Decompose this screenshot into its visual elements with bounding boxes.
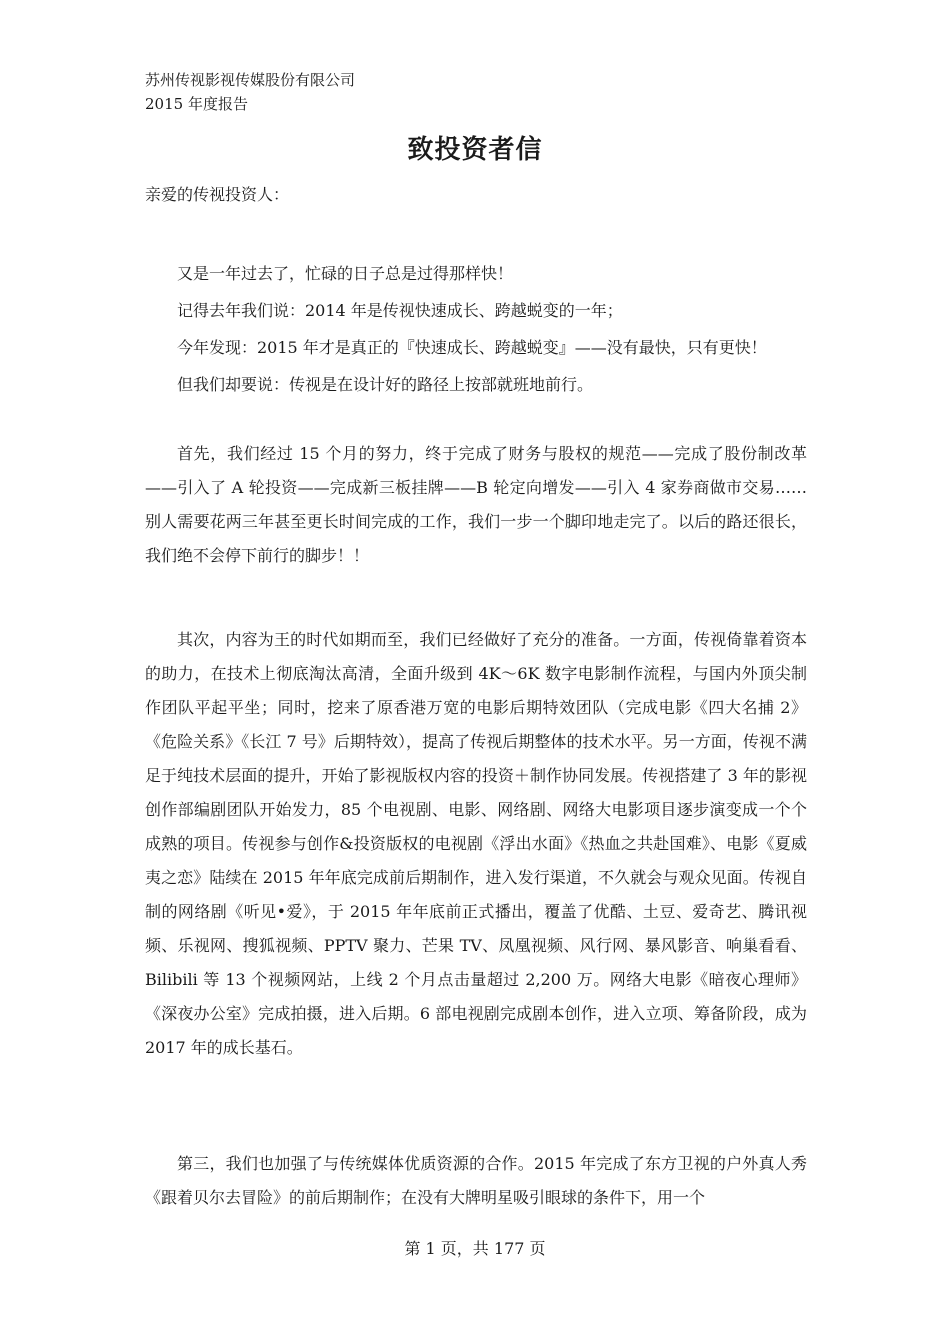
intro-line: 今年发现：2015 年才是真正的『快速成长、跨越蜕变』——没有最快，只有更快！ xyxy=(177,338,767,357)
report-header xyxy=(145,68,355,116)
company-name: 苏州传视影视传媒股份有限公司 xyxy=(145,71,356,89)
intro-line: 又是一年过去了，忙碌的日子总是过得那样快！ xyxy=(177,264,514,283)
letter-title: 致投资者信 xyxy=(407,135,543,165)
intro-line: 但我们却要说：传视是在设计好的路径上按部就班地前行。 xyxy=(177,375,594,394)
page-footer: 第 1 页，共 177 页 xyxy=(404,1239,546,1258)
intro-line: 记得去年我们说：2014 年是传视快速成长、跨越蜕变的一年； xyxy=(177,301,623,320)
paragraph-first: 首先，我们经过 15 个月的努力，终于完成了财务与股权的规范——完成了股份制改革——引入了 A 轮投资——完成新三板挂牌——B 轮定向增发——引入 4 家券商做市交易……别人需要花两三年甚至更长时间完成的工作，我们一步一个脚印地走完了。以后的路还很长，我们绝不会停下前行的脚步！！ xyxy=(145,444,807,565)
paragraph-third: 第三，我们也加强了与传统媒体优质资源的合作。2015 年完成了东方卫视的户外真人秀《跟着贝尔去冒险》的前后期制作；在没有大牌明星吸引眼球的条件下，用一个 xyxy=(145,1154,807,1207)
salutation: 亲爱的传视投资人： xyxy=(145,185,290,204)
intro-block xyxy=(145,255,807,403)
paragraph-second: 其次，内容为王的时代如期而至，我们已经做好了充分的准备。一方面，传视倚靠着资本的助力，在技术上彻底淘汰高清，全面升级到 4K～6K 数字电影制作流程，与国内外顶尖制作团队平起平坐；同时，挖来了原香港万宽的电影后期特效团队（完成电影《四大名捕 2》《危险关系》《长江 7 号》后期特效），提高了传视后期整体的技术水平。另一方面，传视不满足于纯技术层面的提升，开始了影视版权内容的投资＋制作协同发展。传视搭建了 3 年的影视创作部编剧团队开始发力，85 个电视剧、电影、网络剧、网络大电影项目逐步演变成一个个成熟的项目。传视参与创作&投资版权的电视剧《浮出水面》《热血之共赴国难》、电影《夏威夷之恋》陆续在 2015 年年底完成前后期制作，进入发行渠道，不久就会与观众见面。传视自制的网络剧《听见•爱》，于 2015 年年底前正式播出，覆盖了优酷、土豆、爱奇艺、腾讯视频、乐视网、搜狐视频、PPTV 聚力、芒果 TV、凤凰视频、风行网、暴风影音、响巢看看、Bilibili 等 13 个视频网站，上线 2 个月点击量超过 2,200 万。网络大电影《暗夜心理师》《深夜办公室》完成拍摄，进入后期。6 部电视剧完成剧本创作，进入立项、筹备阶段，成为 2017 年的成长基石。 xyxy=(145,630,807,1057)
report-year: 2015 年度报告 xyxy=(145,95,248,113)
